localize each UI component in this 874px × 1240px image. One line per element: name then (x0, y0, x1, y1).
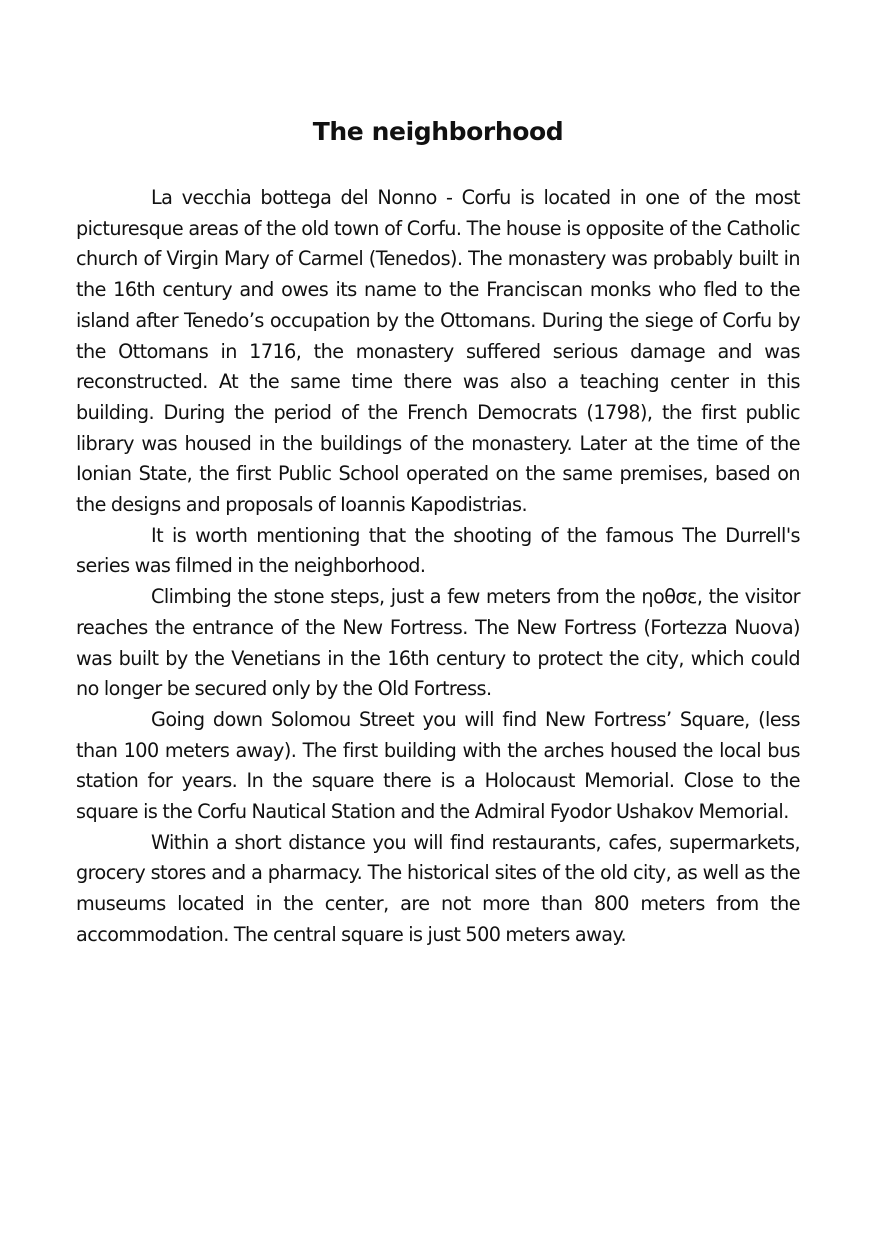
paragraph-amenities: Within a short distance you will find restaurants, cafes, supermarkets, grocery stores and a pharmacy. The historical sites of the old city, as well as the museums located in the center, are not more than 800 meters from the accommodation. The central square is just 500 meters away. (76, 830, 800, 946)
paragraph-durrells: It is worth mentioning that the shooting of the famous The Durrell's series was filmed in the neighborhood. (76, 523, 800, 578)
page-title: The neighborhood (312, 117, 564, 146)
paragraph-history: La vecchia bottega del Nonno - Corfu is located in one of the most picturesque areas of the old town of Corfu. The house is opposite of the Catholic church of Virgin Mary of Carmel (Tenedos). The monastery was probably built in the 16th century and owes its name to the Franciscan monks who fled to the island after Tenedo’s occupation by the Ottomans. During the siege of Corfu by the Ottomans in 1716, the monastery suffered serious damage and was reconstructed. At the same time there was also a teaching center in this building. During the period of the French Democrats (1798), the first public library was housed in the buildings of the monastery. Later at the time of the Ionian State, the first Public School operated on the same premises, based on the designs and proposals of Ioannis Kapodistrias. (76, 186, 800, 517)
paragraph-new-fortress: Climbing the stone steps, just a few meters from the ηοθσε, the visitor reaches the entrance of the New Fortress. The New Fortress (Fortezza Nuova) was built by the Venetians in the 16th century to protect the city, which could no longer be secured only by the Old Fortress. (76, 585, 800, 701)
paragraph-square: Going down Solomou Street you will find New Fortress’ Square, (less than 100 meters away). The first building with the arches housed the local bus station for years. In the square there is a Holocaust Memorial. Close to the square is the Corfu Nautical Station and the Admiral Fyodor Ushakov Memorial. (76, 707, 800, 824)
document-body (76, 183, 800, 951)
